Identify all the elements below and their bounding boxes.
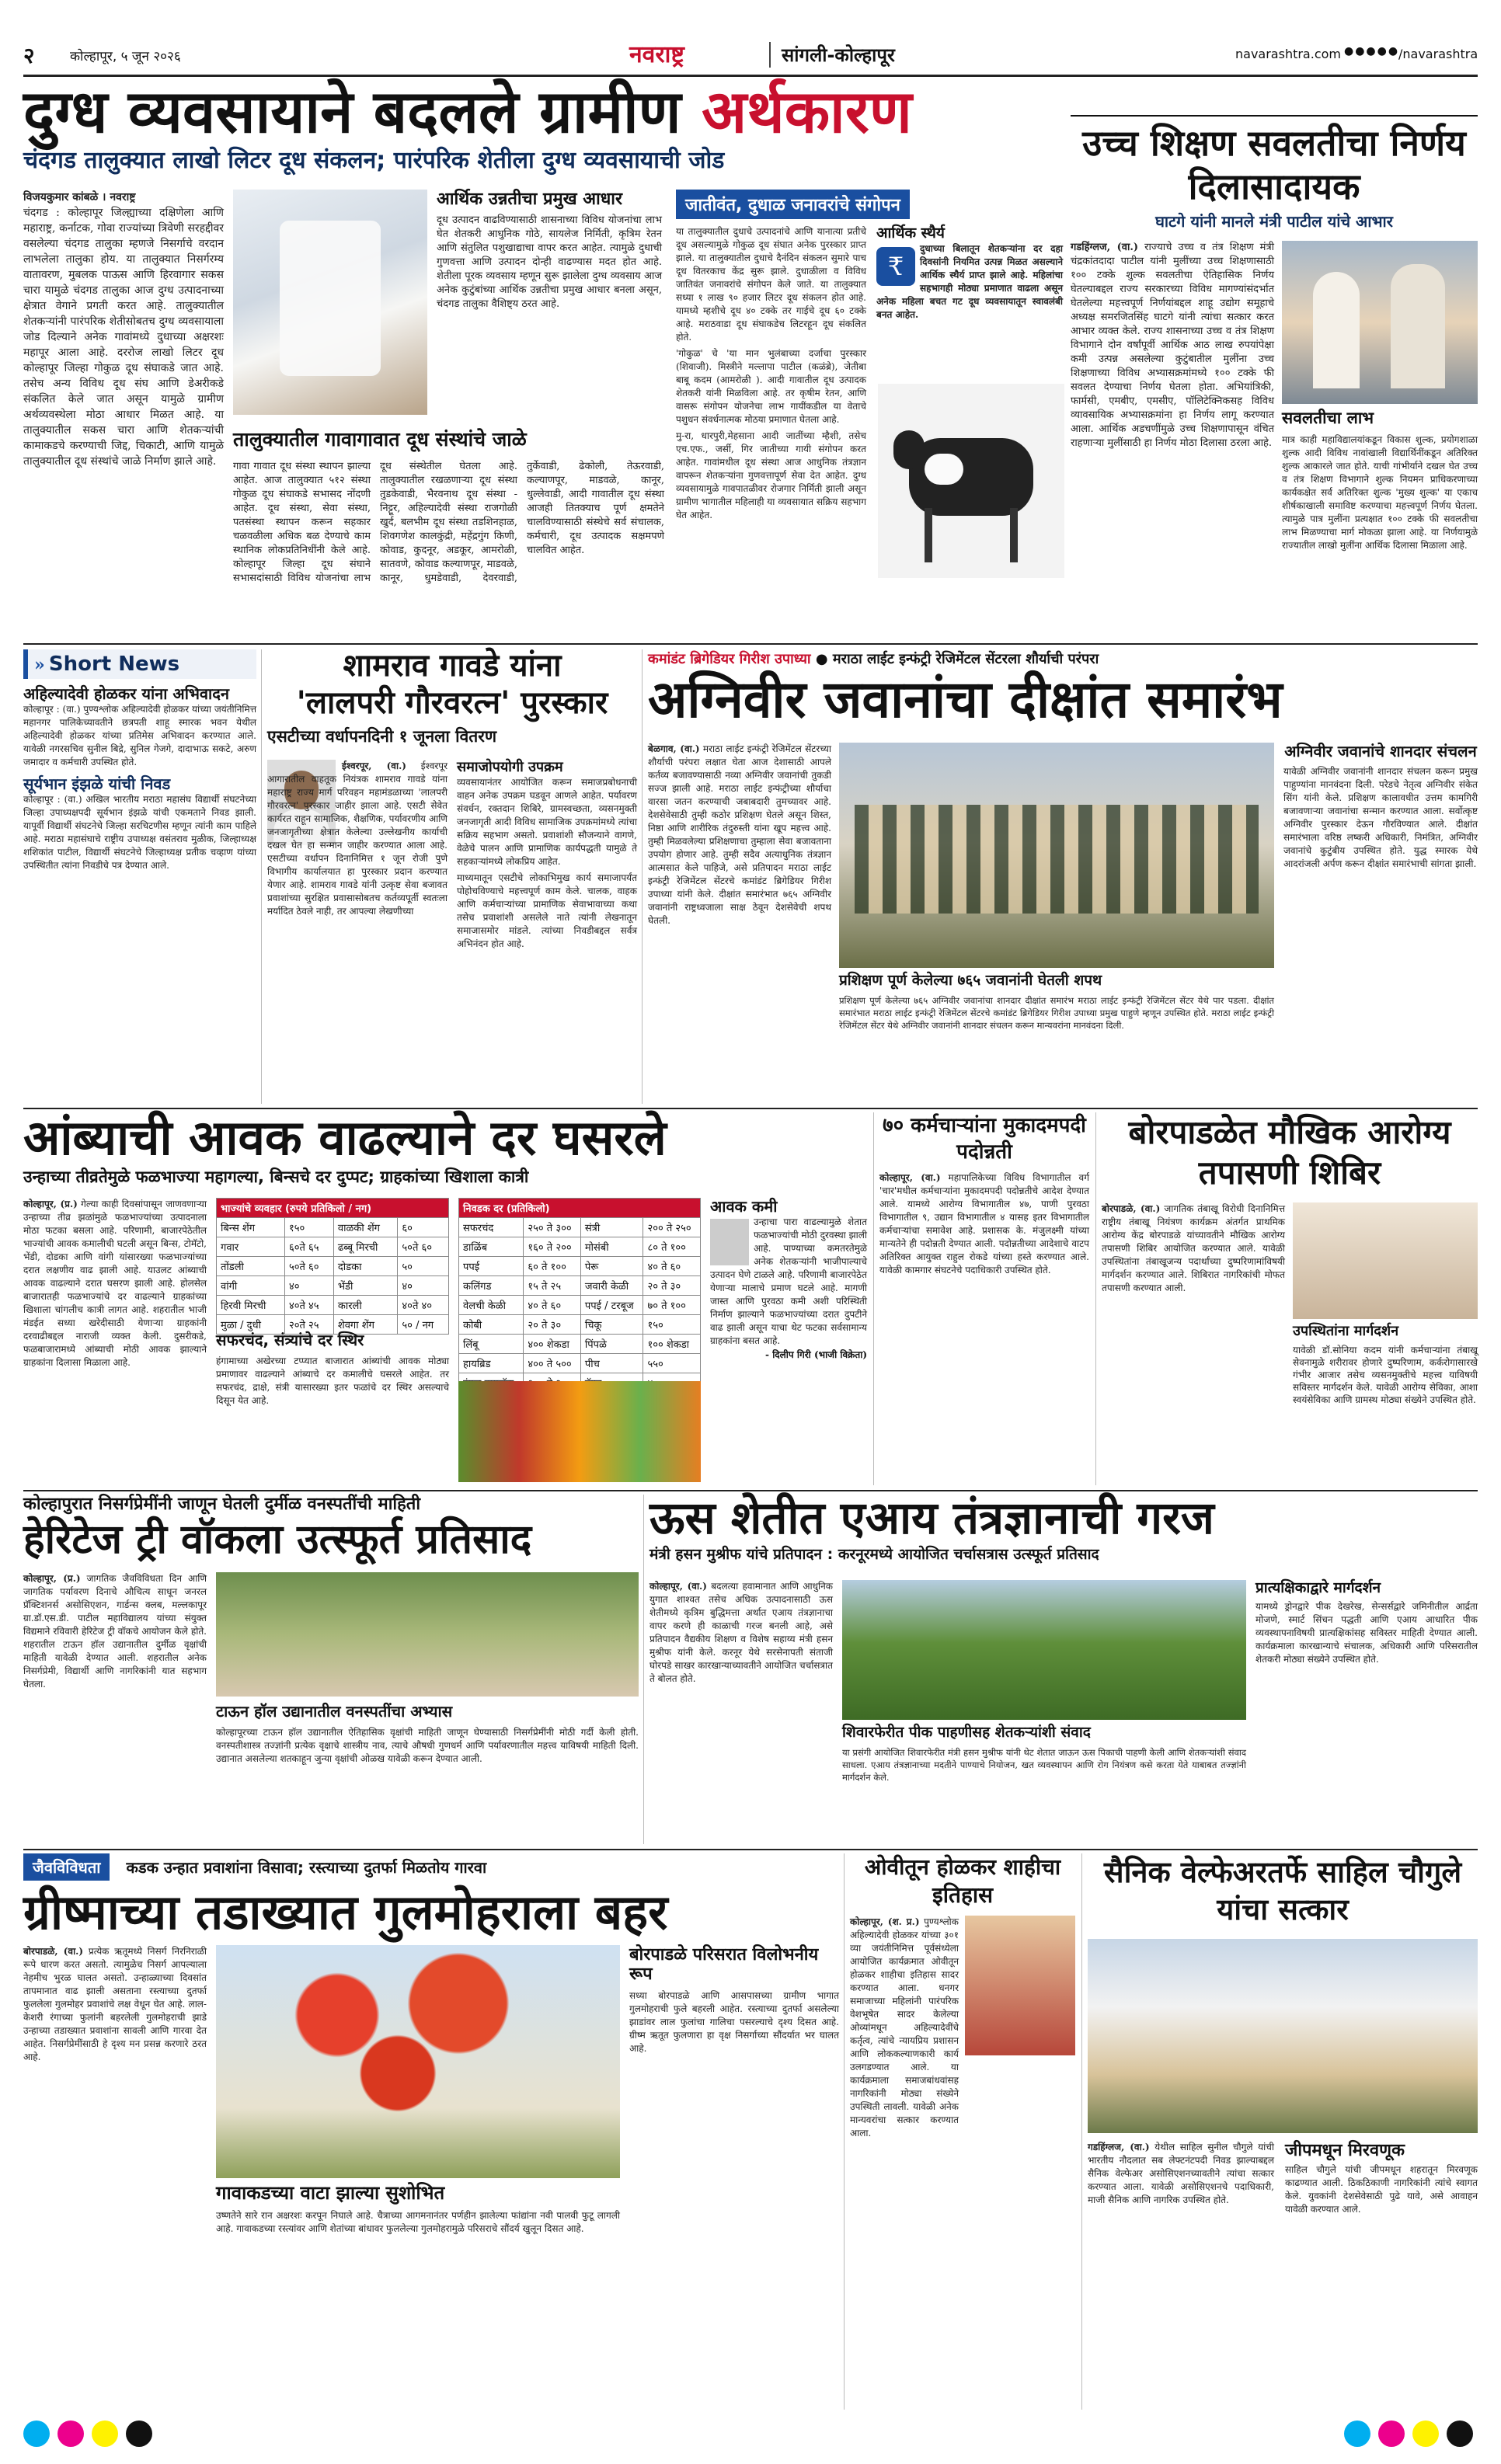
veg-price-cell: गवार	[217, 1237, 285, 1257]
fruit-price-cell: जवारी केळी	[580, 1276, 643, 1296]
veg-price-cell: ४०	[398, 1276, 449, 1296]
sugarcane-caption: शिवारफेरीत पीक पाहणीसह शेतकऱ्यांशी संवाद	[842, 1724, 1091, 1741]
edition-name: सांगली-कोल्हापूर	[769, 42, 895, 68]
website-link[interactable]: navarashtra.com	[1235, 47, 1341, 61]
mango-body: कोल्हापूर, (प्र.) गेल्या काही दिवसांपासून जाणवणाऱ्या उन्हाच्या तीव्र झळांमुळे फळभाज्यांच्या उत्पादनाला मोठा फटका बसला आहे. परिणामी, बाजारपेठेतील भाज्यांची आवक कमालीची घटली असून बिन्स, टोमॅटो, भेंडी, दोडका आणि वांगी यांसारख्या फळभाज्यांच्या दरात लक्षणीय वाढ झाली आहे. याउलट आंब्याची आवक वाढल्याने दरात घसरण झाली आहे. होलसेल बाजारातही फळभाज्यांचे दर वाढल्याने ग्राहकांच्या खिशाला चांगलीच कात्री लागत आहे. शहरातील भाजी मंडईत सध्या खरेदीसाठी येणाऱ्या ग्राहकांनी दरवाढीबद्दल नाराजी व्यक्त केली. दुसरीकडे, फळबाजारामध्ये आंब्याची मोठी आवक झाल्याने ग्राहकांना दिलासा मिळाला आहे.	[23, 1199, 207, 1368]
agniveer-story	[648, 649, 1478, 1104]
shortnews-body-1: कोल्हापूर : (वा.) पुण्यश्लोक अहिल्यादेवी होळकर यांच्या जयंतीनिमित्त महानगर पालिकेच्यावतीने छत्रपती शाहू स्मारक भवन येथील अहिल्यादेवी होळकर यांच्या प्रतिमेस अभिवादन करण्यात आले. यावेळी नगरसचिव सुनील बिद्रे, सुनिल गेजगे, दादाभाऊ सकटे, अरुण जमादार व कर्मचारी उपस्थित होते.	[23, 704, 256, 767]
veg-price-cell: २०ते २५	[284, 1315, 333, 1335]
fruit-price-cell: पेरू	[580, 1257, 643, 1276]
fruit-price-cell: हायब्रिड	[459, 1354, 524, 1373]
heritage-story	[23, 1495, 639, 1844]
biodiversity-headline: ग्रीष्माच्या तडाख्यात गुलमोहराला बहर	[23, 1884, 668, 1940]
veg-price-cell: मुळा / दुधी	[217, 1315, 285, 1335]
lead-body: विजयकुमार कांबळे । नवराष्ट्र चंदगड : कोल्हापूर जिल्ह्याच्या दक्षिणेला आणि महाराष्ट्र, कर्नाटक, गोवा राज्यांच्या त्रिवेणी सरहद्दीवर वसलेल्या चंदगड तालुका म्हणजे निसर्गाचे वरदान लाभलेला तालुका होय. या तालुक्यात निसर्गरम्य वातावरण, मुबलक पाऊस आणि हिरवागार सकस चारा यामुळे चंदगड तालुका आज दुग्ध उत्पादनाच्या क्षेत्रात वेगाने प्रगती करत आहे. तालुक्यातील शेतकऱ्यांनी पारंपरिक शेतीसोबतच दुग्ध व्यवसायाला जोड दिल्याने अनेक गावांमध्ये दुधाच्या अक्षरशः महापूर आला आहे. दररोज लाखो लिटर दूध कोल्हापूर जिल्हा गोकुळ दूध संघाकडे जात आहे. तसेच अन्य विविध दूध संघ आणि डेअरीकडे संकलित केले जात असून यामुळे ग्रामीण अर्थव्यवस्थेला मोठा आधार मिळत आहे. या तालुक्यातील सकस चारा आणि शेतकऱ्यांची कामाकडचे करण्याची जिद्द, चिकाटी, आणि यामुळे तालुक्यातील दूध संस्थांचे जाळे निर्माण झाले आहे.	[23, 191, 224, 468]
color-registration-marks	[23, 2416, 1478, 2455]
jat-body: या तालुक्यातील दुधाचे उत्पादनांचे आणि यानात्या प्रतीचे दूध असल्यामुळे गोकुळ दूध संघात अनेक पुरस्कार प्राप्त झाले. या तालुक्यातील दुधाचे दैनंदिन संकलन सुमारे पाच दूध वितरकाच केंद्र सुरू झाले. दुधाळीला व विविध जातिवंत जनावरांचे संगोपन केले जाते. या तालुक्यात सध्या १ लाख ९० हजार लिटर दूध संकलन होत आहे. यामध्ये म्हशीचे दूध ४० टक्के तर गाईचे दूध ६० टक्के आहे. मराठवाडा दूध संघाकडेच लिटरहून दूध संकलित होते. 'गोकुळ' चे 'या मान भुलंबाच्या दर्जाचा पुरस्कार (शिवाजी). मिस्त्रीने मल्लापा पाटील (कळंब्रे), जेतीबा बाबू कदम (आमरोळी ). आदी गावातील दूध उत्पादक शेतकरी यांनी मिळविला आहे. तर कृषीम रेतन, आणि वासरू संगोपन योजनेचा लाभ गायींकडील या वेताचे पशुधन संवर्धनात्मक मोठया प्रमाणात घेतला आहे. मु-रा, धारपुरी,मेहसाना आदी जातींच्या म्हैशी, तसेच एच.एफ., जर्सी, गिर जातीच्या गायी संगोपन करत आहेत. गावांमधील दूध संस्था आज आधुनिक तंत्रज्ञान वापरून शेतकऱ्यांना गुणवत्तापूर्ण सेवा देत आहेत. दुग्ध व्यवसायामुळे गावपातळीवर रोजगार निर्मिती झाली असून ग्रामीण भागातील महिलाही या व्यवसायात सक्रिय सहभाग घेत आहेत.	[676, 226, 866, 520]
fruit-price-cell: पिंपळे	[580, 1335, 643, 1354]
fruit-price-cell: सफरचंद	[459, 1218, 524, 1237]
lalpari-body-1: ईश्वरपूर, (वा.) ईश्वरपूर आगारातील वाहतूक नियंत्रक शामराव गावडे यांना महाराष्ट्र राज्य मार्ग परिवहन महामंडळाच्या 'लालपरी गौरवरत्न' पुरस्कार जाहीर झाला आहे. एसटी सेवेत कार्यरत राहून सामाजिक, शैक्षणिक, पर्यावरणीय आणि जनजागृतीच्या क्षेत्रात केलेल्या उल्लेखनीय कार्याची दखल घेत हा सन्मान जाहीर करण्यात आला आहे. एसटीच्या वर्धापन दिनानिमित्त १ जून रोजी पुणे विभागीय कार्यालयात हा पुरस्कार प्रदान करण्यात येणार आहे. शामराव गावडे यांनी उत्कृष्ट सेवा बजावत प्रवाशांच्या सुरक्षित प्रवासासोबतच कर्तव्यपूर्ती स्वतःला मर्यादित ठेवले नाही, तर आपल्या लेखणीच्या	[267, 760, 448, 917]
side-headline: आर्थिक उन्नतीचा प्रमुख आधार	[437, 190, 622, 209]
holkar-body: कोल्हापूर, (श. प्र.) पुण्यश्लोक अहिल्यादेवी होळकर यांच्या ३०१ व्या जयंतीनिमित्त पूर्वसंध्येला आयोजित कार्यक्रमात ओवीतून होळकर शाहीचा इतिहास सादर करण्यात आला. धनगर समाजाच्या महिलांनी पारंपरिक वेशभूषेत सादर केलेल्या ओव्यांमधून अहिल्यादेवींचे कर्तृत्व, त्यांचे न्यायप्रिय प्रशासन आणि लोककल्याणकारी कार्य उलगडण्यात आले. या कार्यक्रमाला समाजबांधवांसह नागरिकांनी मोठ्या संख्येने उपस्थिती लावली. यावेळी अनेक मान्यवरांचा सत्कार करण्यात आला.	[850, 1916, 959, 2139]
veg-price-cell: वाळकी शेंग	[333, 1218, 398, 1237]
health-caption: उपस्थितांना मार्गदर्शन	[1293, 1323, 1399, 1339]
sthairya-box	[876, 225, 1063, 381]
sainik-side: जीपमधून मिरवणूक साहिल चौगुले यांची जीपमधून शहरातून मिरवणूक काढण्यात आली. ठिकठिकाणी नागरिकांनी त्यांचे स्वागत केले. युवकांनी देशसेवेसाठी पुढे यावे, असे आवाहन यावेळी करण्यात आले.	[1285, 2141, 1478, 2215]
agniveer-side-head: अग्निवीर जवानांचे शानदार संचलन	[1284, 742, 1477, 760]
fruit-price-row	[459, 1354, 701, 1373]
fruit-price-cell: १०० शेकडा	[643, 1335, 701, 1354]
sainik-body: गडहिंग्लज, (वा.) येथील साहिल सुनील चौगुले यांची भारतीय नौदलात सब लेफ्टनंटपदी निवड झाल्याबद्दल सैनिक वेल्फेअर असोसिएशनच्यावतीने त्यांचा सत्कार करण्यात आला. यावेळी असोसिएशनचे पदाधिकारी, माजी सैनिक आणि नागरिक उपस्थित होते.	[1088, 2142, 1274, 2205]
shortnews-head-1: अहिल्यादेवी होळकर यांना अभिवादन	[23, 684, 229, 703]
veg-price-cell: बिन्स शेंग	[217, 1218, 285, 1237]
fruit-price-cell: ६० ते १००	[524, 1257, 581, 1276]
heritage-kicker: कोल्हापुरात निसर्गप्रेमींनी जाणून घेतली दुर्मीळ वनस्पतींची माहिती	[23, 1495, 421, 1514]
lalpari-subheadline: एसटीच्या वर्धापनदिनी १ जूनला वितरण	[267, 727, 496, 746]
heritage-caption: टाऊन हॉल उद्यानातील वनस्पतींचा अभ्यास	[216, 1702, 453, 1721]
promotion-body: कोल्हापूर, (वा.) महापालिकेच्या विविध विभागातील वर्ग 'चार'मधील कर्मचाऱ्यांना मुकादमपदी पदोन्नतीचे आदेश देण्यात आले. यामध्ये आरोग्य विभागातील ४७, पाणी पुरवठा विभागातील ९, उद्यान विभागातील ४ यासह इतर विभागातील कर्मचाऱ्यांचा समावेश आहे. प्रशासक के. मंजुलक्ष्मी यांच्या मान्यतेने ही पदोन्नती देण्यात आली. पदोन्नतीच्या आदेशाचे वाटप अतिरिक्त आयुक्त राहुल रोकडे यांच्या हस्ते करण्यात आले. यावेळी कामगार संघटनेचे पदाधिकारी उपस्थित होते.	[879, 1172, 1089, 1276]
holkar-story	[850, 1853, 1075, 2410]
veg-price-cell: ढब्बू मिरची	[333, 1237, 398, 1257]
veg-price-cell: ५०	[398, 1257, 449, 1276]
fruit-price-cell: ७० ते १००	[643, 1296, 701, 1315]
fruit-price-cell: १५ ते २५	[524, 1276, 581, 1296]
fruit-price-cell: मोसंबी	[580, 1237, 643, 1257]
veg-price-table: भाज्यांचे व्यवहार (रुपये प्रतिकिलो / नग) बिन्स शेंग १५० वाळकी शेंग ६० गवार ६०ते ६५ ढब्बू मिरची ५०ते ६० तोंडली ५०ते ६० दोडका ५० वांगी ४० भेंडी ४० हिरवी मिरची ४०ते ४५ कारली ४०ते ४० मुळा / दुधी २०ते २५ शेवगा शेंग ५० / नग	[216, 1198, 449, 1330]
fruit-price-row	[459, 1276, 701, 1296]
sthairya-headline: आर्थिक स्थैर्य	[876, 224, 945, 242]
lalpari-headline-2: 'लालपरी गौरवरत्न' पुरस्कार	[296, 685, 608, 721]
fruit-price-cell: डाळिंब	[459, 1237, 524, 1257]
veg-price-cell: कारली	[333, 1296, 398, 1315]
fruit-price-cell: ४०० ते ५००	[524, 1354, 581, 1373]
fruit-price-cell: कलिंगड	[459, 1276, 524, 1296]
veg-price-row	[217, 1257, 449, 1276]
milk-photo	[233, 190, 427, 415]
veg-price-cell: ४०	[284, 1276, 333, 1296]
veg-price-cell: ५०ते ६०	[284, 1257, 333, 1276]
jat-section	[676, 190, 1064, 640]
fruit-price-cell: वेलची केळी	[459, 1296, 524, 1315]
lalpari-section-head: समाजोपयोगी उपक्रम	[457, 759, 563, 775]
health-story	[1102, 1112, 1478, 1485]
shortnews-head-2: सूर्यभान इंझळे यांची निवड	[23, 774, 171, 793]
fruit-price-cell: ५५०	[643, 1354, 701, 1373]
agniveer-kicker: कमांडंट ब्रिगेडियर गिरीश उपाध्या ● मराठा लाईट इन्फंट्री रेजिमेंटल सेंटरला शौर्याची परंपरा	[648, 651, 1099, 667]
edu-headline: उच्च शिक्षण सवलतीचा निर्णय दिलासादायक	[1082, 122, 1466, 207]
heritage-body: कोल्हापूर, (प्र.) जागतिक जैवविविधता दिन आणि जागतिक पर्यावरण दिनाचे औचित्य साधून जनरल प्रॅक्टिशनर्स असोसिएशन, गार्डन्स क्लब, मल्लकापूर ग्रा.डॉ.एस.डी. पाटील महाविद्यालय यांच्या संयुक्त विद्यमाने रविवारी हेरिटेज ट्री वॉकचे आयोजन केले होते. शहरातील टाऊन हॉल उद्यानातील दुर्मीळ वृक्षांची माहिती यावेळी देण्यात आली. शहरातील अनेक निसर्गप्रेमी, विद्यार्थी आणि नागरिकांनी यात सहभाग घेतला.	[23, 1573, 207, 1690]
stable-head: सफरचंद, संत्र्यांचे दर स्थिर	[216, 1331, 364, 1349]
fruit-price-cell: चिकू	[580, 1315, 643, 1335]
mango-subheadline: उन्हाच्या तीव्रतेमुळे फळभाज्या महागल्या, बिन्सचे दर दुप्पट; ग्राहकांच्या खिशाला कात्री	[23, 1168, 529, 1187]
vendor-portrait	[710, 1219, 749, 1265]
fruit-price-row	[459, 1315, 701, 1335]
fruit-price-cell: २० ते ३०	[524, 1315, 581, 1335]
veg-price-cell: वांगी	[217, 1276, 285, 1296]
sugarcane-caption-body: या प्रसंगी आयोजित शिवारफेरीत मंत्री हसन मुश्रीफ यांनी थेट शेतात जाऊन ऊस पिकाची पाहणी केली आणि शेतकऱ्यांशी संवाद साधला. एआय तंत्रज्ञानाच्या मदतीने पाण्याचे नियोजन, खत व्यवस्थापन आणि रोग नियंत्रण कसे करता येते याबाबत तज्ज्ञांनी मार्गदर्शन केले.	[842, 1747, 1246, 1783]
lalpari-headline-1: शामराव गावडे यांना	[343, 648, 562, 684]
sthairya-body: दुधाच्या बिलातून शेतकऱ्यांना दर दहा दिवसांनी नियमित उत्पन्न मिळत असल्याने आर्थिक स्थैर्य प्राप्त झाले आहे. महिलांचा सहभागही मोठ्या प्रमाणात वाढला असून अनेक महिला बचत गट दूध व्यवसायातून स्वावलंबी बनत आहेत.	[876, 242, 1063, 320]
edu-photo-caption: सवलतीचा लाभ	[1282, 409, 1374, 427]
fruit-price-cell: १५०	[643, 1315, 701, 1335]
side-body: दूध उत्पादन वाढविण्यासाठी शासनाच्या विविध योजनांचा लाभ घेत शेतकरी आधुनिक गोठे, सायलेज निर्मिती, कृत्रिम रेतन आणि संतुलित पशुखाद्याचा वापर करत आहेत. त्यामुळे दुधाची गुणवत्ता आणि उत्पादन दोन्ही वाढण्यास मदत होत आहे. शेतीला पूरक व्यवसाय म्हणून सुरू झालेला दुग्ध व्यवसाय आज अनेक कुटुंबांच्या आर्थिक उन्नतीचा प्रमुख आधार बनला असून, चंदगड तालुका वैशिष्ट्य ठरत आहे.	[437, 214, 662, 311]
biodiversity-story	[23, 1853, 839, 2410]
lalpari-col-2: समाजोपयोगी उपक्रम व्यवसायानंतर आयोजित करून समाजप्रबोधनाची वाहन अनेक उपक्रम घडवून आणले आहेत. पर्यावरण संवर्धन, रक्तदान शिबिरे, ग्रामस्वच्छता, व्यसनमुक्ती जनजागृती आदी विविध सामाजिक उपक्रमांमध्ये त्यांचा सक्रिय सहभाग असतो. प्रवाशांशी सौजन्याने वागणे, वेळेचे पालन आणि प्रामाणिक कार्यपद्धती यामुळे ते सहकाऱ्यांमध्ये लोकप्रिय आहेत. माध्यमातून एसटीचे लोकाभिमुख कार्य समाजापर्यंत पोहोचविण्याचे महत्त्वपूर्ण काम केले. चालक, वाहक आणि कर्मचाऱ्यांच्या प्रामाणिक सेवाभावाच्या कथा तसेच प्रवाशांशी असलेले नाते त्यांनी लेखनातून समाजासमोर मांडले. त्यांच्या निवडीबद्दल सर्वत्र अभिनंदन होत आहे.	[457, 759, 637, 949]
fruit-price-cell: २०० ते २५०	[643, 1218, 701, 1237]
sugarcane-story	[650, 1491, 1478, 1844]
network-headline: तालुक्यातील गावागावात दूध संस्थांचे जाळे	[233, 428, 527, 451]
edu-story	[1071, 115, 1478, 640]
mango-headline: आंब्याची आवक वाढल्याने दर घसरले	[23, 1109, 667, 1166]
fruit-price-row	[459, 1257, 701, 1276]
biodiversity-label: जैवविविधता	[23, 1853, 110, 1881]
brand-logo[interactable]: नवराष्ट्र	[629, 41, 684, 68]
parade-caption: प्रशिक्षण पूर्ण केलेल्या ७६५ जवानांनी घेतली शपथ	[839, 972, 1102, 989]
sugarcane-subheadline: मंत्री हसन मुश्रीफ यांचे प्रतिपादन : करनूरमध्ये आयोजित चर्चासत्रास उत्स्फूर्त प्रतिसाद	[650, 1545, 1099, 1563]
fruit-price-cell: १६० ते २००	[524, 1237, 581, 1257]
promotion-headline: ७० कर्मचाऱ्यांना मुकादमपदी पदोन्नती	[883, 1114, 1086, 1164]
biodiversity-side: बोरपाडळे परिसरात विलोभनीय रूप सध्या बोरपाडळे आणि आसपासच्या ग्रामीण भागात गुलमोहराची फुले बहरली आहेत. रस्त्याच्या दुतर्फा असलेल्या झाडांवर लाल फुलांचा गालिचा पसरल्याचे दृश्य दिसत आहे. ग्रीष्म ऋतूत फुलणारा हा वृक्ष निसर्गाच्या सौंदर्यात भर घालत आहे.	[629, 1945, 839, 2054]
mango-story	[23, 1109, 867, 1485]
sainik-photo	[1088, 1939, 1478, 2133]
kami-box: आवक कमी उन्हाचा पारा वाढल्यामुळे शेतात फळभाज्यांची मोठी दुरवस्था झाली आहे. पाण्याच्या कमतरतेमुळे अनेक शेतकऱ्यांनी भाजीपाल्याचे उत्पादन घेणे टाळले आहे. परिणामी बाजारपेठेत येणाऱ्या मालाचे प्रमाण घटले आहे. मागणी जास्त आणि पुरवठा कमी अशी परिस्थिती निर्माण झाल्याने फळभाज्यांच्या दरात दुपटीने वाढ झाली असून याचा थेट फटका सर्वसामान्य ग्राहकांना बसत आहे. - दिलीप गिरी (भाजी विक्रेता)	[710, 1197, 867, 1360]
page-number: २	[23, 43, 35, 68]
fruit-price-cell: ४०० शेकडा	[524, 1335, 581, 1354]
fruit-price-table: निवडक दर (प्रतिकिलो) सफरचंद २५० ते ३०० संत्री २०० ते २५० डाळिंब १६० ते २०० मोसंबी ८० ते १०० पपई ६० ते १०० पेरू ४० ते ६० कलिंगड १५ ते २५ जवारी केळी २० ते ३० वेलची केळी ४० ते ६० पपई / टरबूज ७० ते १०० कोबी २० ते ३० चिकू १५० लिंबू ४०० शेकडा पिंपळे १०० शेकडा हायब्रिड ४०० ते ५०० पीच ५५०	[458, 1198, 701, 1376]
lead-headline: दुग्ध व्यवसायाने बदलले ग्रामीण अर्थकारण	[23, 77, 912, 146]
veg-price-cell: ४०ते ४५	[284, 1296, 333, 1315]
short-news	[23, 649, 256, 1104]
fruit-price-cell: कोबी	[459, 1315, 524, 1335]
veg-price-cell: ६०ते ६५	[284, 1237, 333, 1257]
edu-body: गडहिंग्लज, (वा.) राज्याचे उच्च व तंत्र शिक्षण मंत्री चंद्रकांतदादा पाटील यांनी मुलींच्या उच्च शिक्षणासाठी १०० टक्के शुल्क सवलतीचा ऐतिहासिक निर्णय घेतल्याबद्दल राज्य सरकारच्या विविध मागण्यांसंदर्भात घेतलेल्या महत्त्वपूर्ण निर्णयांबद्दल शाहू उद्योग समूहाचे अध्यक्ष समरजितसिंह घाटगे यांनी त्यांचा सत्कार करत आभार व्यक्त केले. राज्य शासनाच्या उच्च व तंत्र शिक्षण विभागाने दोन वर्षांपूर्वी आर्थिक आठ लाख रुपयांपेक्षा कमी उत्पन्न असलेल्या कुटुंबातील मुलींना उच्च शिक्षणाच्या विविध अभ्यासक्रमांमध्ये १०० टक्के फी सवलत देण्याचा निर्णय घेतला होता. अभियांत्रिकी, फार्मसी, एमबीए, एमसीए, पॉलिटेक्निकसह विविध व्यावसायिक अभ्यासक्रमांना हा निर्णय लागू करण्यात आला. आर्थिक अडचणींमुळे उच्च शिक्षणापासून वंचित राहणाऱ्या मुलींसाठी हा निर्णय मोठा दिलासा ठरला आहे.	[1071, 242, 1274, 449]
cow-photo	[878, 384, 1064, 578]
veg-price-cell: तोंडली	[217, 1257, 285, 1276]
sugarcane-photo	[842, 1580, 1246, 1720]
parade-caption-body: प्रशिक्षण पूर्ण केलेल्या ७६५ अग्निवीर जवानांचा शानदार दीक्षांत समारंभ मराठा लाईट इन्फंट्री रेजिमेंटल सेंटर येथे पार पडला. दीक्षांत समारंभात मराठा लाईट इन्फंट्री रेजिमेंटल सेंटरचे कमांडंट ब्रिगेडियर गिरीश उपाध्या प्रमुख पाहुणे म्हणून उपस्थित होते. मराठा लाईट इन्फंट्री रेजिमेंटल सेंटर येथे अग्निवीर जवानांनी शानदार संचलन करून मान्यवरांना मानवंदना दिली.	[839, 995, 1274, 1031]
gulmohar-caption: गावाकडच्या वाटा झाल्या सुशोभित	[216, 2182, 445, 2204]
veg-price-cell: ५० / नग	[398, 1315, 449, 1335]
edu-subheadline: घाटगे यांनी मानले मंत्री पाटील यांचे आभार	[1155, 212, 1393, 231]
fruit-price-cell: २० ते ३०	[643, 1276, 701, 1296]
veg-price-cell: दोडका	[333, 1257, 398, 1276]
page-date: कोल्हापूर, ५ जून २०२६	[70, 49, 181, 64]
network-body: गावा गावात दूध संस्था स्थापन झाल्या आहेत. आज तालुक्यात ५१२ संस्था गोकुळ दूध संघाकडे सभासद नोंदणी आहेत. दूध संस्था, सेवा संस्था, पतसंस्था स्थापन करून सहकार चळवळीला अधिक बळ देण्याचे काम स्थानिक लोकप्रतिनिधींनी केले आहे. कोल्हापूर जिल्हा दूध संघाने सभासदांसाठी विविध योजनांचा लाभ दूध संस्थेतील घेतला आहे. तालुक्यातील रखळणाऱ्या दूध संस्था तुडकेवाडी, भैरवनाथ दूध संस्था - निट्टूर, अहिल्यादेवी संस्था राजगोळी खुर्द, बलभीम दूध संस्था तडशिनहाळ, शिवगणेश कालकुंद्री, महेंद्रगुंग किणी, कोवाड, कुदनूर, अडकूर, आमरोळी, सातवणे, कोवाड कल्याणपूर, माडवळे, कानूर, धुमडेवाडी, देवरवाडी, तुर्केवाडी, ढेकोली, तेऊरवाडी, कल्याणपूर, माडवळे, कानूर, धुल्लेवाडी, आदी गावातील दूध संस्था आजही तितक्याच पूर्ण क्षमतेने चालविण्यासाठी संस्थेचे सर्व संचालक, कर्मचारी, दूध उत्पादक सक्षमपणे चालवित आहेत.	[233, 461, 664, 584]
gulmohar-photo	[216, 1945, 620, 2178]
sugarcane-body: कोल्हापूर, (वा.) बदलत्या हवामानात आणि आधुनिक युगात शाश्वत तसेच अधिक उत्पादनासाठी ऊस शेतीमध्ये कृत्रिम बुद्धिमत्ता अर्थात एआय तंत्रज्ञानाचा वापर करणे ही काळाची गरज बनली आहे, असे प्रतिपादन वैद्यकीय शिक्षण व विशेष सहाय्य मंत्री हसन मुश्रीफ यांनी केले. करनूर येथे सरसेनापती संताजी घोरपडे साखर कारखान्याच्यावतीने आयोजित चर्चासत्रात ते बोलत होते.	[650, 1581, 833, 1684]
biodiversity-kicker-row: जैवविविधता कडक उन्हात प्रवाशांना विसावा; रस्त्याच्या दुतर्फा मिळतोय गारवा	[23, 1853, 839, 1881]
edu-photo	[1282, 241, 1478, 404]
lead-subheadline: चंदगड तालुक्यात लाखो लिटर दूध संकलन; पारंपरिक शेतीला दुग्ध व्यवसायाची जोड	[23, 146, 725, 174]
fruit-price-cell: पीच	[580, 1354, 643, 1373]
veg-price-cell: शेवगा शेंग	[333, 1315, 398, 1335]
edu-caption-body: मात्र काही महाविद्यालयांकडून विकास शुल्क, प्रयोगशाळा शुल्क आदी विविध नावांखाली विद्यार्थिनींकडून अतिरिक्त शुल्क आकारले जात होते. याची गांभीर्याने दखल घेत उच्च व तंत्र शिक्षण विभागाने शुल्क नियमन प्राधिकरणाच्या कार्यकक्षेत सर्व अतिरिक्त शुल्क 'मुख्य शुल्क' या एकाच शीर्षकाखाली समाविष्ट करण्याचा महत्त्वपूर्ण निर्णय घेतला. त्यामुळे पात्र मुलींना प्रत्यक्षात १०० टक्के फी सवलतीचा लाभ मिळण्याचा मार्ग मोकळा झाला आहे. या निर्णयामुळे राज्यातील लाखो मुलींना आर्थिक दिलासा मिळाला आहे.	[1282, 434, 1478, 551]
veg-price-row	[217, 1218, 449, 1237]
sugarcane-headline: ऊस शेतीत एआय तंत्रज्ञानाची गरज	[650, 1491, 1214, 1544]
holkar-headline: ओवीतून होळकर शाहीचा इतिहास	[864, 1854, 1061, 1908]
health-caption-body: यावेळी डॉ.सोनिया कदम यांनी कर्मचाऱ्यांना तंबाखू सेवनामुळे शरीरावर होणारे दुष्परिणाम, कर्करोगासारखे गंभीर आजार तसेच व्यसनमुक्तीचे महत्त्व याविषयी सविस्तर मार्गदर्शन केले. यावेळी आरोग्य सेविका, आशा स्वयंसेविका आणि ग्रामस्थ मोठ्या संख्येने उपस्थित होते.	[1293, 1345, 1478, 1405]
agniveer-body: बेळगाव, (वा.) मराठा लाईट इन्फंट्री रेजिमेंटल सेंटरच्या शौर्याची परंपरा लक्षात घेता आज देशासाठी आपले कर्तव्य बजावण्यासाठी नव्या अग्निवीर जवानांची तुकडी सज्ज झाली आहे. मराठा लाईट इन्फंट्रीच्या शौर्याचा वारसा जतन करण्याची जबाबदारी तुमच्यावर आहे. देशसेवेसाठी तुम्ही कठोर प्रशिक्षण घेतले असून शिस्त, निष्ठा आणि शारीरिक तंदुरुस्ती यांना खूप महत्त्व आहे. तुम्ही मिळवलेल्या प्रशिक्षणाचा तुम्हाला सेवा बजावताना उपयोग होणार आहे. तुम्ही सदैव अत्याधुनिक तंत्रज्ञान आत्मसात केले पाहिजे, असे प्रतिपादन मराठा लाईट इन्फंट्री रेजिमेंटल सेंटरचे कमांडंट ब्रिगेडियर गिरीश उपाध्या यांनी केले. दीक्षांत समारंभात ७६५ अग्निवीर जवानांनी राष्ट्रध्वजाला साक्ष ठेवून देशसेवेची शपथ घेतली.	[648, 743, 831, 926]
heritage-photo	[216, 1572, 639, 1697]
heritage-caption-body: कोल्हापूरच्या टाऊन हॉल उद्यानातील ऐतिहासिक वृक्षांची माहिती जाणून घेण्यासाठी निसर्गप्रेमींनी मोठी गर्दी केली होती. वनस्पतीशास्त्र तज्ज्ञांनी प्रत्येक वृक्षाचे शास्त्रीय नाव, त्याचे औषधी गुणधर्म आणि पर्यावरणातील महत्त्व याविषयी माहिती दिली. उद्यानात असलेल्या शतकाहून जुन्या वृक्षांची ओळख यावेळी करून देण्यात आली.	[216, 1727, 639, 1764]
stable-body: हंगामाच्या अखेरच्या टप्प्यात बाजारात आंब्यांची आवक मोठ्या प्रमाणावर वाढल्याने आंब्याचे दर कमालीचे घसरले आहेत. तर सफरचंद, द्राक्षे, संत्री यासारख्या इतर फळांचे दर स्थिर असल्याचे दिसून येत आहे.	[216, 1356, 449, 1406]
lead-story	[23, 77, 1064, 640]
veg-price-row	[217, 1276, 449, 1296]
chevron-right-icon: »	[34, 655, 45, 675]
veg-price-cell: ५०ते ६०	[398, 1237, 449, 1257]
social-icons[interactable]: ●●●●●	[1344, 45, 1400, 57]
rupee-icon: ₹	[876, 247, 915, 286]
fruit-price-cell: २५० ते ३००	[524, 1218, 581, 1237]
health-headline: बोरपाडळेत मौखिक आरोग्य तपासणी शिबिर	[1128, 1113, 1451, 1192]
biodiversity-body: बोरपाडळे, (वा.) प्रत्येक ऋतूमध्ये निसर्ग निरनिराळी रूपे धारण करत असतो. त्यामुळेच निसर्ग आपल्याला नेहमीच भुरळ घालत असतो. उन्हाळ्याच्या दिवसांत तापमानात वाढ झाली असताना रस्त्याच्या दुतर्फा फुललेला गुलमोहर प्रवाशांचे लक्ष वेधून घेत आहे. लाल-केशरी रंगाच्या फुलांनी बहरलेली गुलमोहराची झाडे उन्हाच्या तडाख्यात प्रवाशांना सावली आणि गारवा देत आहेत. निसर्गप्रेमींसाठी हे दृश्य मन प्रसन्न करणारे ठरत आहे.	[23, 1946, 207, 2062]
short-news-label: » Short News	[23, 649, 256, 679]
veg-price-cell: भेंडी	[333, 1276, 398, 1296]
fruit-price-cell: संत्री	[580, 1218, 643, 1237]
parade-photo	[839, 743, 1274, 968]
veg-price-cell: हिरवी मिरची	[217, 1296, 285, 1315]
fruit-price-cell: ४० ते ६०	[524, 1296, 581, 1315]
sainik-story	[1088, 1853, 1478, 2410]
fruit-price-cell: पपई	[459, 1257, 524, 1276]
sugarcane-side: प्रात्यक्षिकाद्वारे मार्गदर्शन यामध्ये ड्रोनद्वारे पीक देखरेख, सेन्सर्सद्वारे जमिनीतील आर्द्रता मोजणे, स्मार्ट सिंचन पद्धती आणि एआय आधारित पीक व्यवस्थापनाविषयी प्रात्यक्षिकांसह सविस्तर माहिती देण्यात आली. कार्यक्रमाला कारखान्याचे संचालक, अधिकारी आणि परिसरातील शेतकरी मोठ्या संख्येने उपस्थित होते.	[1255, 1579, 1478, 1665]
heritage-headline: हेरिटेज ट्री वॉकला उत्स्फूर्त प्रतिसाद	[23, 1516, 532, 1564]
veg-price-row	[217, 1237, 449, 1257]
fruit-price-row	[459, 1218, 701, 1237]
fruit-price-row	[459, 1335, 701, 1354]
fruit-price-cell: ४० ते ६०	[643, 1257, 701, 1276]
veg-price-cell: ४०ते ४०	[398, 1296, 449, 1315]
shortnews-body-2: कोल्हापूर : (वा.) अखिल भारतीय मराठा महासंघ विद्यार्थी संघटनेच्या जिल्हा उपाध्यक्षपदी सूर्यभान इंझळे यांची एकमताने निवड झाली. यापूर्वी विद्यार्थी संघटनेचे जिल्हा सरचिटणीस म्हणून त्यांनी काम पाहिले आहे. मराठा महासंघाचे राष्ट्रीय उपाध्यक्ष वसंतराव मुळीक, जिल्हाध्यक्ष शशिकांत पाटील, विद्यार्थी संघटनेचे जिल्हाध्यक्ष प्रतीक चव्हाण यांच्या उपस्थितीत त्यांना निवडीचे पत्र देण्यात आले.	[23, 794, 256, 871]
promotion-story	[879, 1112, 1089, 1485]
fruit-price-row	[459, 1237, 701, 1257]
health-photo	[1293, 1202, 1478, 1319]
social-handle[interactable]: /navarashtra	[1398, 47, 1478, 61]
gulmohar-caption-body: उष्णतेने सारे रान अक्षरशः करपून निघाले आहे. चैत्राच्या आगमनानंतर पर्णहीन झालेल्या फांद्यांना नवी पालवी फुटू लागली आहे. गावाकडच्या रस्त्यांवर आणि शेतांच्या बांधावर फुललेल्या गुलमोहरामुळे परिसराचे सौंदर्य खुलून दिसत आहे.	[216, 2210, 620, 2234]
fruit-price-cell: पपई / टरबूज	[580, 1296, 643, 1315]
veg-price-row	[217, 1296, 449, 1315]
veg-price-cell: ६०	[398, 1218, 449, 1237]
fruit-price-cell: ८० ते १००	[643, 1237, 701, 1257]
lalpari-story	[267, 649, 637, 1104]
jat-headline: जातीवंत, दुधाळ जनावरांचे संगोपन	[676, 190, 910, 219]
vegetables-photo	[458, 1381, 701, 1482]
sainik-headline: सैनिक वेल्फेअरतर्फे साहिल चौगुले यांचा सत्कार	[1103, 1855, 1462, 1926]
bullet-icon: ●	[815, 651, 833, 667]
agniveer-side: अग्निवीर जवानांचे शानदार संचलन यावेळी अग्निवीर जवानांनी शानदार संचलन करून प्रमुख पाहुण्यांना मानवंदना दिली. परेडचे नेतृत्व अग्निवीर संकेत सिंग यांनी केले. प्रशिक्षण कालावधीत उत्तम कामगिरी बजावणाऱ्या जवानांचा सन्मान करण्यात आला. सर्वोत्कृष्ट अग्निवीर पुरस्कार देऊन गौरविण्यात आले. दीक्षांत समारंभाला वरिष्ठ लष्करी अधिकारी, निमंत्रित, अग्निवीर जवानांचे कुटुंबीय उपस्थित होते. युद्ध स्मारक येथे आदरांजली अर्पण करून दीक्षांत समारंभाची सांगता झाली.	[1283, 742, 1478, 869]
page-header	[23, 37, 1478, 75]
lead-byline: विजयकुमार कांबळे । नवराष्ट्र	[23, 191, 136, 204]
holkar-photo	[965, 1916, 1075, 2055]
kami-head: आवक कमी	[710, 1197, 778, 1216]
veg-price-cell: १५०	[284, 1218, 333, 1237]
kami-quote-by: - दिलीप गिरी (भाजी विक्रेता)	[765, 1349, 867, 1360]
fruit-price-row	[459, 1296, 701, 1315]
agniveer-headline: अग्निवीर जवानांचा दीक्षांत समारंभ	[648, 670, 1283, 729]
fruit-price-cell: लिंबू	[459, 1335, 524, 1354]
health-body: बोरपाडळे, (वा.) जागतिक तंबाखू विरोधी दिनानिमित्त राष्ट्रीय तंबाखू नियंत्रण कार्यक्रम अंतर्गत प्राथमिक आरोग्य केंद्र बोरपाडळे यांच्यावतीने मौखिक आरोग्य तपासणी शिबिर आयोजित करण्यात आले. यावेळी उपस्थितांना तंबाखूजन्य पदार्थांच्या दुष्परिणामांविषयी मार्गदर्शन करण्यात आले. शिबिरात नागरिकांची मोफत तपासणी करण्यात आली.	[1102, 1203, 1285, 1293]
